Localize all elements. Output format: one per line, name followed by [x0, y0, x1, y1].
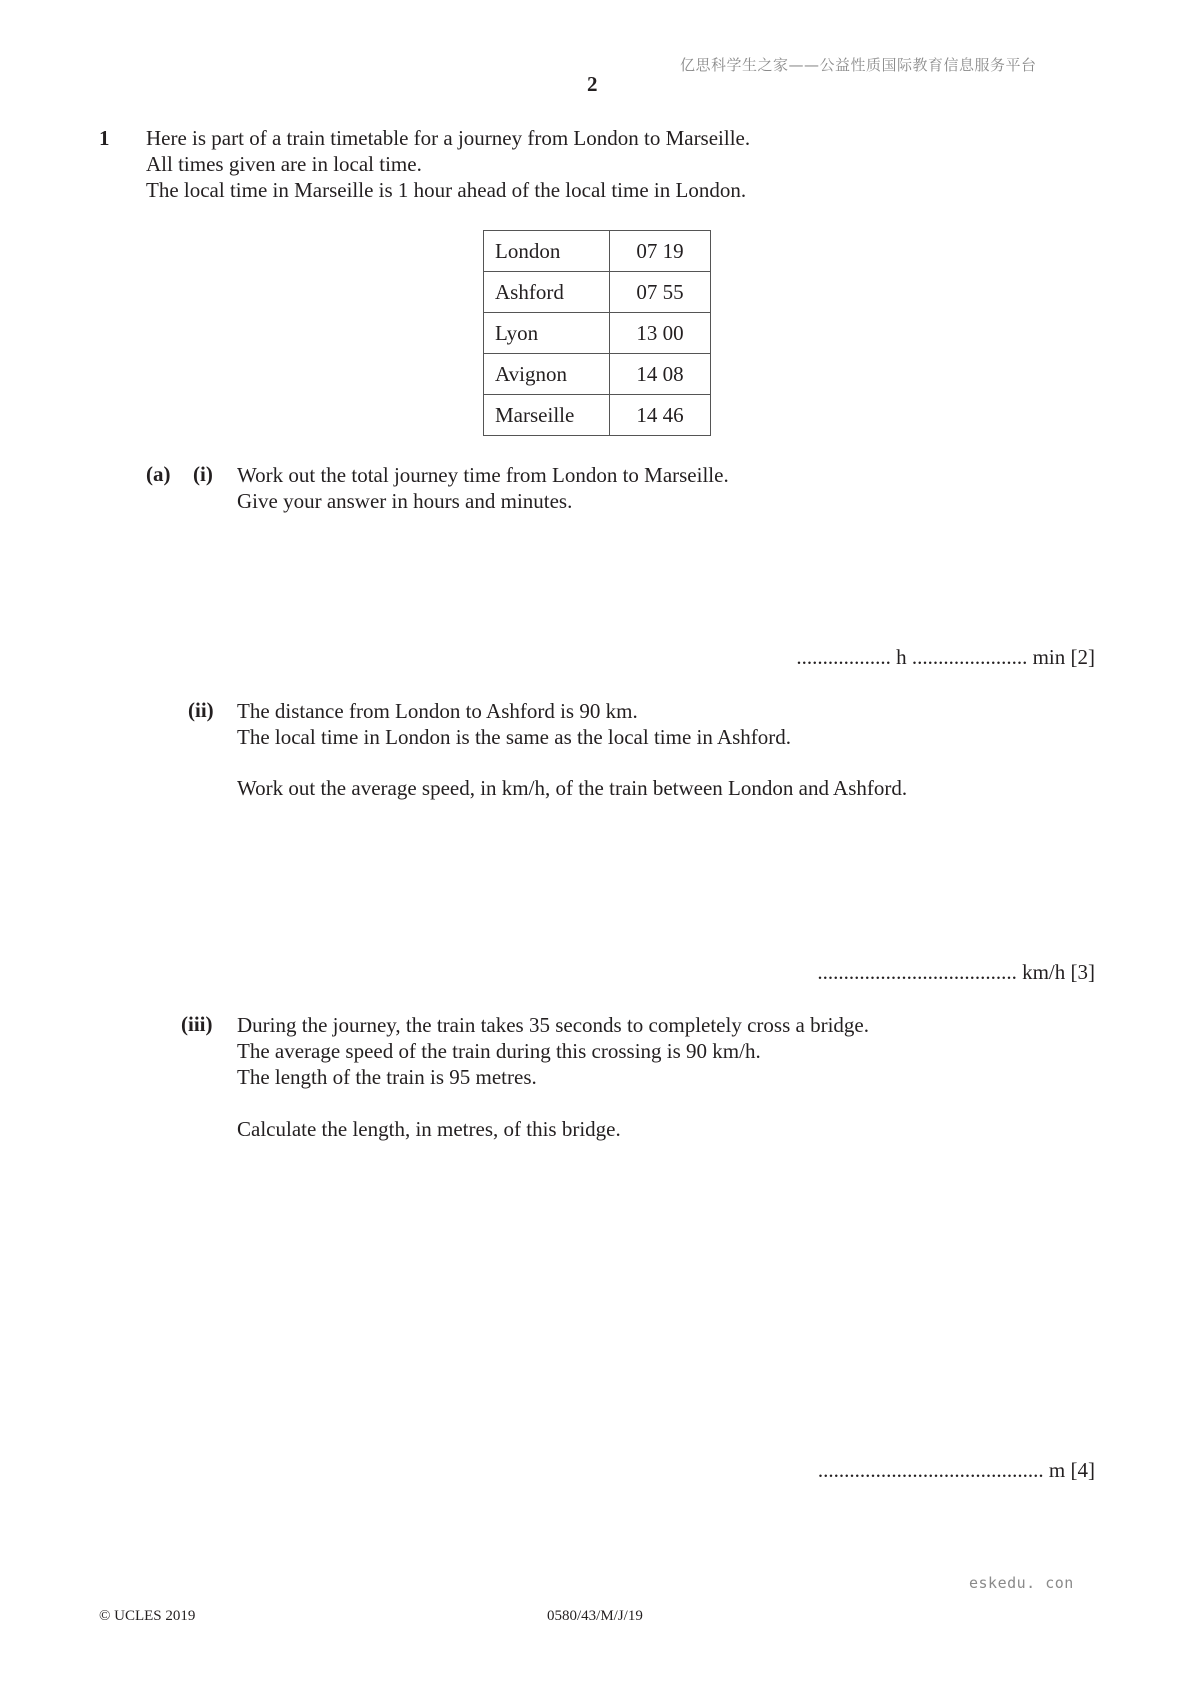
station-cell: Avignon [484, 354, 610, 395]
time-cell: 07 55 [610, 272, 711, 313]
station-cell: Ashford [484, 272, 610, 313]
table-row [484, 354, 711, 395]
time-cell: 14 08 [610, 354, 711, 395]
page-number: 2 [587, 72, 598, 96]
footer-copyright: © UCLES 2019 [99, 1608, 196, 1624]
question-line: The average speed of the train during this crossing is 90 km/h. [237, 1039, 761, 1063]
intro-line: Here is part of a train timetable for a journey from London to Marseille. [146, 126, 751, 150]
question-line: Work out the total journey time from London to Marseille. [237, 463, 729, 487]
question-line: Give your answer in hours and minutes. [237, 489, 573, 513]
question-line: The local time in London is the same as the local time in Ashford. [237, 725, 792, 749]
time-cell: 14 46 [610, 395, 711, 436]
part-iii-text [237, 1012, 869, 1090]
footer-code: 0580/43/M/J/19 [547, 1608, 643, 1624]
timetable [483, 230, 711, 436]
intro-line: The local time in Marseille is 1 hour ahead of the local time in London. [146, 178, 747, 202]
table-row [484, 395, 711, 436]
intro-line: All times given are in local time. [146, 152, 422, 176]
part-a-label: (a) [146, 462, 171, 486]
watermark-bottom: eskedu. con [969, 1574, 1074, 1592]
question-line: Calculate the length, in metres, of this bridge. [237, 1117, 621, 1141]
question-intro [146, 125, 750, 203]
question-line: Work out the average speed, in km/h, of the train between London and Ashford. [237, 776, 908, 800]
table-row [484, 313, 711, 354]
question-number: 1 [99, 126, 110, 150]
watermark-top: 亿思科学生之家——公益性质国际教育信息服务平台 [680, 56, 1037, 74]
table-row [484, 231, 711, 272]
part-ii-text [237, 698, 791, 750]
station-cell: Lyon [484, 313, 610, 354]
question-line: During the journey, the train takes 35 seconds to completely cross a bridge. [237, 1013, 869, 1037]
part-iii-task [237, 1116, 621, 1142]
table-row [484, 272, 711, 313]
station-cell: London [484, 231, 610, 272]
part-iii-label: (iii) [181, 1012, 213, 1036]
time-cell: 13 00 [610, 313, 711, 354]
part-ii-label: (ii) [188, 698, 214, 722]
part-ii-task [237, 775, 907, 801]
time-cell: 07 19 [610, 231, 711, 272]
answer-line-i[interactable]: .................. h ...................... min [2] [796, 645, 1095, 669]
answer-line-iii[interactable]: ........................................... m [4] [817, 1458, 1095, 1482]
answer-line-ii[interactable]: ...................................... km/h [3] [817, 960, 1095, 984]
question-line: The length of the train is 95 metres. [237, 1065, 537, 1089]
station-cell: Marseille [484, 395, 610, 436]
question-line: The distance from London to Ashford is 90 km. [237, 699, 638, 723]
part-i-text [237, 462, 729, 514]
part-i-label: (i) [193, 462, 213, 486]
